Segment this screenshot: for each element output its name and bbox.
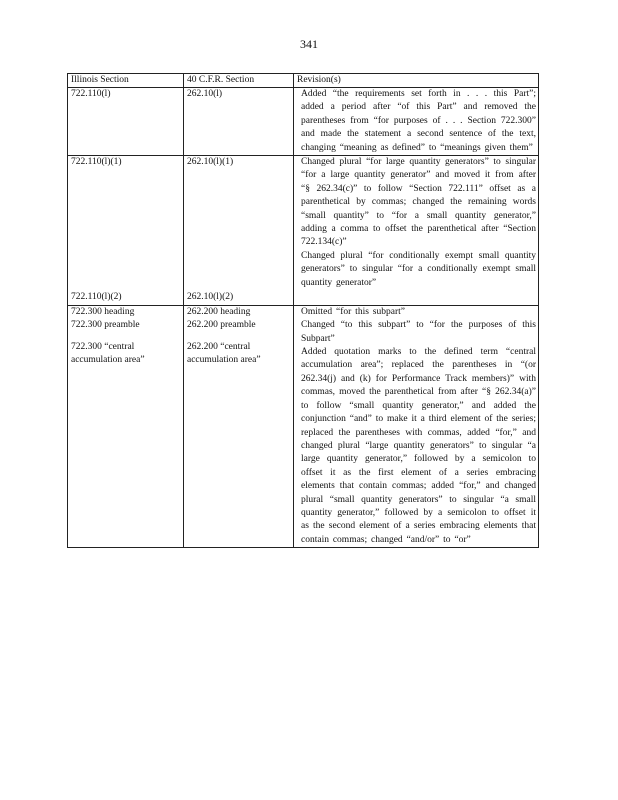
illinois-section-cell xyxy=(68,305,184,547)
illinois-section-cell xyxy=(68,156,184,306)
table-row xyxy=(68,305,539,547)
page-number: 341 xyxy=(300,37,318,51)
illinois-section: 722.110(l) xyxy=(71,89,111,99)
cfr-section: 262.10(l) xyxy=(187,89,223,99)
cfr-section: 262.200 heading xyxy=(187,306,251,317)
revision-cell xyxy=(294,305,539,547)
table-row xyxy=(68,156,539,306)
revision-text: Changed plural “for large quantity generators” to singular “for a large quantity generator” and moved it from after “§ 262.34(c)” to follow “Section 722.111” offset as a parenthetical by commas; changed the remaining words “small quantity” to “for a small quantity generator,” adding a comma to offset the parenthetical after “Section 722.134(c)” xyxy=(301,157,536,248)
cfr-section-cell xyxy=(184,305,294,547)
illinois-section: 722.300 preamble xyxy=(71,320,140,331)
illinois-section-cell xyxy=(68,88,184,156)
cfr-section-cell xyxy=(184,156,294,306)
header-illinois-section: Illinois Section xyxy=(68,74,184,88)
header-revisions: Revision(s) xyxy=(294,74,539,88)
revision-text: Changed “to this subpart” to “for the purposes of this Subpart” xyxy=(301,320,536,344)
cfr-section: 262.10(l)(1) xyxy=(187,157,234,168)
illinois-section: 722.110(l)(1) xyxy=(71,157,122,168)
table-row xyxy=(68,88,539,156)
revision-text: Added quotation marks to the defined term “central accumulation area”; replaced the parentheses in “(or 262.34(j) and (k) for Performance Track members)” with commas, moved the parenthetical from after “§ 262.34(a)” to follow “small quantity generator,” and added the conjunction “and” to make it a third element of the series; replaced the parentheses with commas, added “for,” and changed plural “large quantity generators” to singular “a large quantity generator,” followed by a semicolon to offset it as the first element of a series embracing elements that contain commas; added “for,” and changed plural “small quantity generators” to singular “a small quantity generator,” followed by a semicolon to offset it as the second element of a series embracing elements that contain commas; changed “and/or” to “or” xyxy=(301,347,537,545)
cfr-section: 262.10(l)(2) xyxy=(187,292,234,303)
revision-text: Added “the requirements set forth in . . . this Part”; added a period after “of this Part” and removed the parentheses from “for purposes of . . . Section 722.300” and made the statement a second sentence of the text, changing “meaning as defined” to “meanings given them” xyxy=(301,89,536,153)
cfr-section-cell xyxy=(184,88,294,156)
illinois-section: 722.300 “central accumulation area” xyxy=(71,341,145,366)
header-cfr-section: 40 C.F.R. Section xyxy=(184,74,294,88)
revision-text: Omitted “for this subpart” xyxy=(301,306,405,317)
revision-text: Changed plural “for conditionally exempt small quantity generators” to singular “for a conditionally exempt small quantity generator” xyxy=(301,250,536,288)
illinois-section: 722.110(l)(2) xyxy=(71,292,122,303)
table-header-row xyxy=(68,74,539,88)
revision-table xyxy=(67,73,539,548)
revision-cell xyxy=(294,156,539,306)
revision-cell xyxy=(294,88,539,156)
cfr-section: 262.200 “central accumulation area” xyxy=(187,341,261,366)
illinois-section: 722.300 heading xyxy=(71,306,135,317)
cfr-section: 262.200 preamble xyxy=(187,320,256,331)
